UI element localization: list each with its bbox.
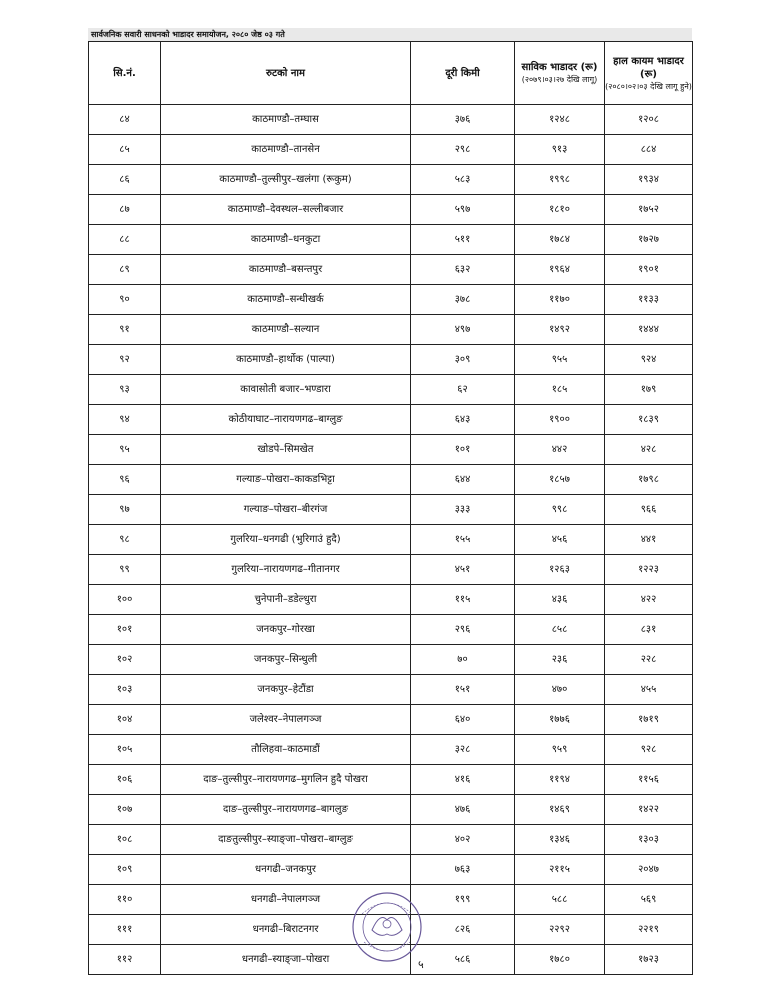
cell-old-fare: १२४८	[515, 105, 605, 135]
cell-distance: ६४३	[411, 405, 515, 435]
cell-old-fare: ९९८	[515, 495, 605, 525]
cell-sn: १०७	[89, 795, 161, 825]
table-row	[89, 705, 693, 735]
cell-old-fare: १८५	[515, 375, 605, 405]
cell-sn: १०४	[89, 705, 161, 735]
cell-new-fare: ९२४	[605, 345, 693, 375]
cell-distance: १५१	[411, 675, 515, 705]
cell-new-fare: १७९	[605, 375, 693, 405]
cell-route: धनगढी–स्याङ्जा–पोखरा	[161, 945, 411, 975]
cell-sn: ९७	[89, 495, 161, 525]
cell-route: गल्याङ–पोखरा–काकडभिट्टा	[161, 465, 411, 495]
cell-sn: ८७	[89, 195, 161, 225]
cell-route: काठमाण्डौ–सल्यान	[161, 315, 411, 345]
cell-route: काठमाण्डौ–देवस्थल–सल्लीबजार	[161, 195, 411, 225]
cell-new-fare: २०४७	[605, 855, 693, 885]
cell-distance: ११५	[411, 585, 515, 615]
table-row	[89, 855, 693, 885]
cell-sn: ९३	[89, 375, 161, 405]
cell-new-fare: १७९८	[605, 465, 693, 495]
cell-route: जनकपुर–सिन्धुली	[161, 645, 411, 675]
cell-sn: ८९	[89, 255, 161, 285]
cell-distance: २९६	[411, 615, 515, 645]
cell-sn: ९०	[89, 285, 161, 315]
cell-route: जनकपुर–गोरखा	[161, 615, 411, 645]
cell-sn: १००	[89, 585, 161, 615]
cell-route: गुलरिया–नारायणगढ–गीतानगर	[161, 555, 411, 585]
cell-route: कावासोती बजार–भण्डारा	[161, 375, 411, 405]
cell-new-fare: ४५५	[605, 675, 693, 705]
cell-sn: ९२	[89, 345, 161, 375]
cell-distance: ६४०	[411, 705, 515, 735]
cell-route: कोठीयाघाट–नारायणगढ–बाग्लुङ	[161, 405, 411, 435]
cell-distance: ६२	[411, 375, 515, 405]
cell-sn: ९९	[89, 555, 161, 585]
table-row	[89, 795, 693, 825]
table-row	[89, 465, 693, 495]
cell-route: खोडपे–सिमखेत	[161, 435, 411, 465]
table-row	[89, 765, 693, 795]
cell-sn: ८६	[89, 165, 161, 195]
cell-route: धनगढी–जनकपुर	[161, 855, 411, 885]
cell-old-fare: १२६३	[515, 555, 605, 585]
cell-distance: ५८६	[411, 945, 515, 975]
cell-old-fare: १९९८	[515, 165, 605, 195]
table-row	[89, 735, 693, 765]
cell-new-fare: ९६६	[605, 495, 693, 525]
cell-distance: १०१	[411, 435, 515, 465]
table-row	[89, 675, 693, 705]
cell-distance: ३७६	[411, 105, 515, 135]
table-row	[89, 345, 693, 375]
cell-old-fare: ९१३	[515, 135, 605, 165]
table-row	[89, 165, 693, 195]
cell-route: गुलरिया–धनगढी (भुरिगाउं हुदै)	[161, 525, 411, 555]
table-header-row	[89, 42, 693, 105]
cell-sn: १११	[89, 915, 161, 945]
cell-distance: ७०	[411, 645, 515, 675]
cell-route: काठमाण्डौ–धनकुटा	[161, 225, 411, 255]
cell-sn: १०८	[89, 825, 161, 855]
cell-sn: ९६	[89, 465, 161, 495]
cell-route: तौलिहवा–काठमाडौं	[161, 735, 411, 765]
cell-route: चुनेपानी–डडेल्धुरा	[161, 585, 411, 615]
cell-distance: ३२८	[411, 735, 515, 765]
cell-sn: १०६	[89, 765, 161, 795]
cell-distance: ३०९	[411, 345, 515, 375]
cell-new-fare: ४४१	[605, 525, 693, 555]
column-header-distance: दूरी किमी	[411, 42, 515, 105]
cell-old-fare: ४७०	[515, 675, 605, 705]
cell-new-fare: २२१९	[605, 915, 693, 945]
cell-old-fare: १८१०	[515, 195, 605, 225]
cell-old-fare: २११५	[515, 855, 605, 885]
cell-route: काठमाण्डौ–तानसेन	[161, 135, 411, 165]
cell-sn: ८८	[89, 225, 161, 255]
column-header-new-fare: हाल कायम भाडादर (रू) (२०८०।०२।०३ देखि लागू हुने)	[605, 42, 693, 105]
cell-old-fare: १७८४	[515, 225, 605, 255]
cell-old-fare: १९००	[515, 405, 605, 435]
cell-new-fare: ११३३	[605, 285, 693, 315]
cell-sn: ११०	[89, 885, 161, 915]
cell-sn: ९८	[89, 525, 161, 555]
cell-route: धनगढी–नेपालगञ्ज	[161, 885, 411, 915]
cell-sn: १०१	[89, 615, 161, 645]
cell-new-fare: ४२८	[605, 435, 693, 465]
cell-new-fare: ५६९	[605, 885, 693, 915]
cell-sn: ११२	[89, 945, 161, 975]
cell-old-fare: ५८८	[515, 885, 605, 915]
cell-new-fare: १२०८	[605, 105, 693, 135]
cell-new-fare: ८३१	[605, 615, 693, 645]
cell-new-fare: १४२२	[605, 795, 693, 825]
cell-old-fare: ९५९	[515, 735, 605, 765]
cell-old-fare: १३४६	[515, 825, 605, 855]
cell-new-fare: १७२७	[605, 225, 693, 255]
cell-distance: ३७८	[411, 285, 515, 315]
cell-route: काठमाण्डौ–सन्धीखर्क	[161, 285, 411, 315]
table-row	[89, 585, 693, 615]
table-row	[89, 285, 693, 315]
table-row	[89, 315, 693, 345]
table-row	[89, 135, 693, 165]
cell-distance: ४७६	[411, 795, 515, 825]
table-row	[89, 525, 693, 555]
cell-new-fare: ११५६	[605, 765, 693, 795]
fare-table	[88, 41, 693, 975]
new-fare-note: (२०८०।०२।०३ देखि लागू हुने)	[605, 81, 692, 91]
cell-new-fare: ४२२	[605, 585, 693, 615]
cell-new-fare: १३०३	[605, 825, 693, 855]
cell-route: काठमाण्डौ–तुल्सीपुर–खलंगा (रूकुम)	[161, 165, 411, 195]
cell-route: जलेश्वर–नेपालगञ्ज	[161, 705, 411, 735]
document-header: सार्वजनिक सवारी साधनको भाडादर समायोजन, २०८० जेष्ठ ०३ गते	[88, 28, 692, 41]
cell-new-fare: ८८४	[605, 135, 693, 165]
cell-distance: १९९	[411, 885, 515, 915]
table-row	[89, 495, 693, 525]
cell-route: काठमाण्डौ–बसन्तपुर	[161, 255, 411, 285]
cell-new-fare: १७५२	[605, 195, 693, 225]
page-number: ५	[418, 958, 424, 971]
old-fare-note: (२०७९।०३।२७ देखि लागू)	[521, 75, 598, 84]
cell-sn: ९५	[89, 435, 161, 465]
cell-distance: ४०२	[411, 825, 515, 855]
cell-sn: १०५	[89, 735, 161, 765]
cell-new-fare: १८३९	[605, 405, 693, 435]
cell-old-fare: १९६४	[515, 255, 605, 285]
cell-sn: ८४	[89, 105, 161, 135]
cell-old-fare: १४६९	[515, 795, 605, 825]
cell-old-fare: २२९२	[515, 915, 605, 945]
cell-old-fare: ४३६	[515, 585, 605, 615]
cell-new-fare: १२२३	[605, 555, 693, 585]
cell-distance: ४१६	[411, 765, 515, 795]
cell-distance: २९८	[411, 135, 515, 165]
cell-old-fare: १७७६	[515, 705, 605, 735]
cell-sn: ८५	[89, 135, 161, 165]
cell-sn: १०३	[89, 675, 161, 705]
cell-route: काठमाण्डौ–तम्घास	[161, 105, 411, 135]
cell-old-fare: १७८०	[515, 945, 605, 975]
cell-route: काठमाण्डौ–हार्थोक (पाल्पा)	[161, 345, 411, 375]
cell-distance: ७६३	[411, 855, 515, 885]
cell-sn: ९४	[89, 405, 161, 435]
cell-old-fare: १४९२	[515, 315, 605, 345]
cell-distance: ८२६	[411, 915, 515, 945]
cell-old-fare: ८५८	[515, 615, 605, 645]
column-header-sn: सि.नं.	[89, 42, 161, 105]
cell-route: दाङ–तुल्सीपुर–नारायणगढ–बागलुङ	[161, 795, 411, 825]
government-seal-stamp	[350, 890, 424, 964]
table-row	[89, 375, 693, 405]
cell-new-fare: ९२८	[605, 735, 693, 765]
cell-distance: ६४४	[411, 465, 515, 495]
cell-new-fare: १७१९	[605, 705, 693, 735]
cell-distance: ४९७	[411, 315, 515, 345]
cell-old-fare: ४४२	[515, 435, 605, 465]
cell-distance: ३३३	[411, 495, 515, 525]
cell-route: धनगढी–बिराटनगर	[161, 915, 411, 945]
cell-new-fare: १७२३	[605, 945, 693, 975]
table-row	[89, 825, 693, 855]
cell-old-fare: ९५५	[515, 345, 605, 375]
cell-sn: १०९	[89, 855, 161, 885]
cell-distance: ४५१	[411, 555, 515, 585]
table-row	[89, 195, 693, 225]
cell-old-fare: २३६	[515, 645, 605, 675]
cell-distance: ५११	[411, 225, 515, 255]
table-row	[89, 255, 693, 285]
cell-new-fare: १४४४	[605, 315, 693, 345]
cell-old-fare: ४५६	[515, 525, 605, 555]
cell-new-fare: १९३४	[605, 165, 693, 195]
cell-old-fare: १८५७	[515, 465, 605, 495]
cell-sn: १०२	[89, 645, 161, 675]
cell-old-fare: ११७०	[515, 285, 605, 315]
cell-route: दाङतुल्सीपुर–स्याङ्जा–पोखरा–बाग्लुङ	[161, 825, 411, 855]
cell-route: दाङ–तुल्सीपुर–नारायणगढ–मुगलिन हुदै पोखरा	[161, 765, 411, 795]
cell-route: जनकपुर–हेटौंडा	[161, 675, 411, 705]
cell-new-fare: १९०१	[605, 255, 693, 285]
table-row	[89, 405, 693, 435]
table-row	[89, 435, 693, 465]
cell-distance: ६३२	[411, 255, 515, 285]
table-row	[89, 645, 693, 675]
cell-distance: १५५	[411, 525, 515, 555]
table-row	[89, 555, 693, 585]
cell-new-fare: २२८	[605, 645, 693, 675]
table-row	[89, 225, 693, 255]
cell-distance: ५८३	[411, 165, 515, 195]
table-row	[89, 105, 693, 135]
column-header-route: रुटको नाम	[161, 42, 411, 105]
cell-distance: ५९७	[411, 195, 515, 225]
cell-old-fare: ११९४	[515, 765, 605, 795]
cell-sn: ९१	[89, 315, 161, 345]
column-header-old-fare: साविक भाडादर (रू) (२०७९।०३।२७ देखि लागू)	[515, 42, 605, 105]
cell-route: गल्याङ–पोखरा–बीरगंज	[161, 495, 411, 525]
table-row	[89, 615, 693, 645]
